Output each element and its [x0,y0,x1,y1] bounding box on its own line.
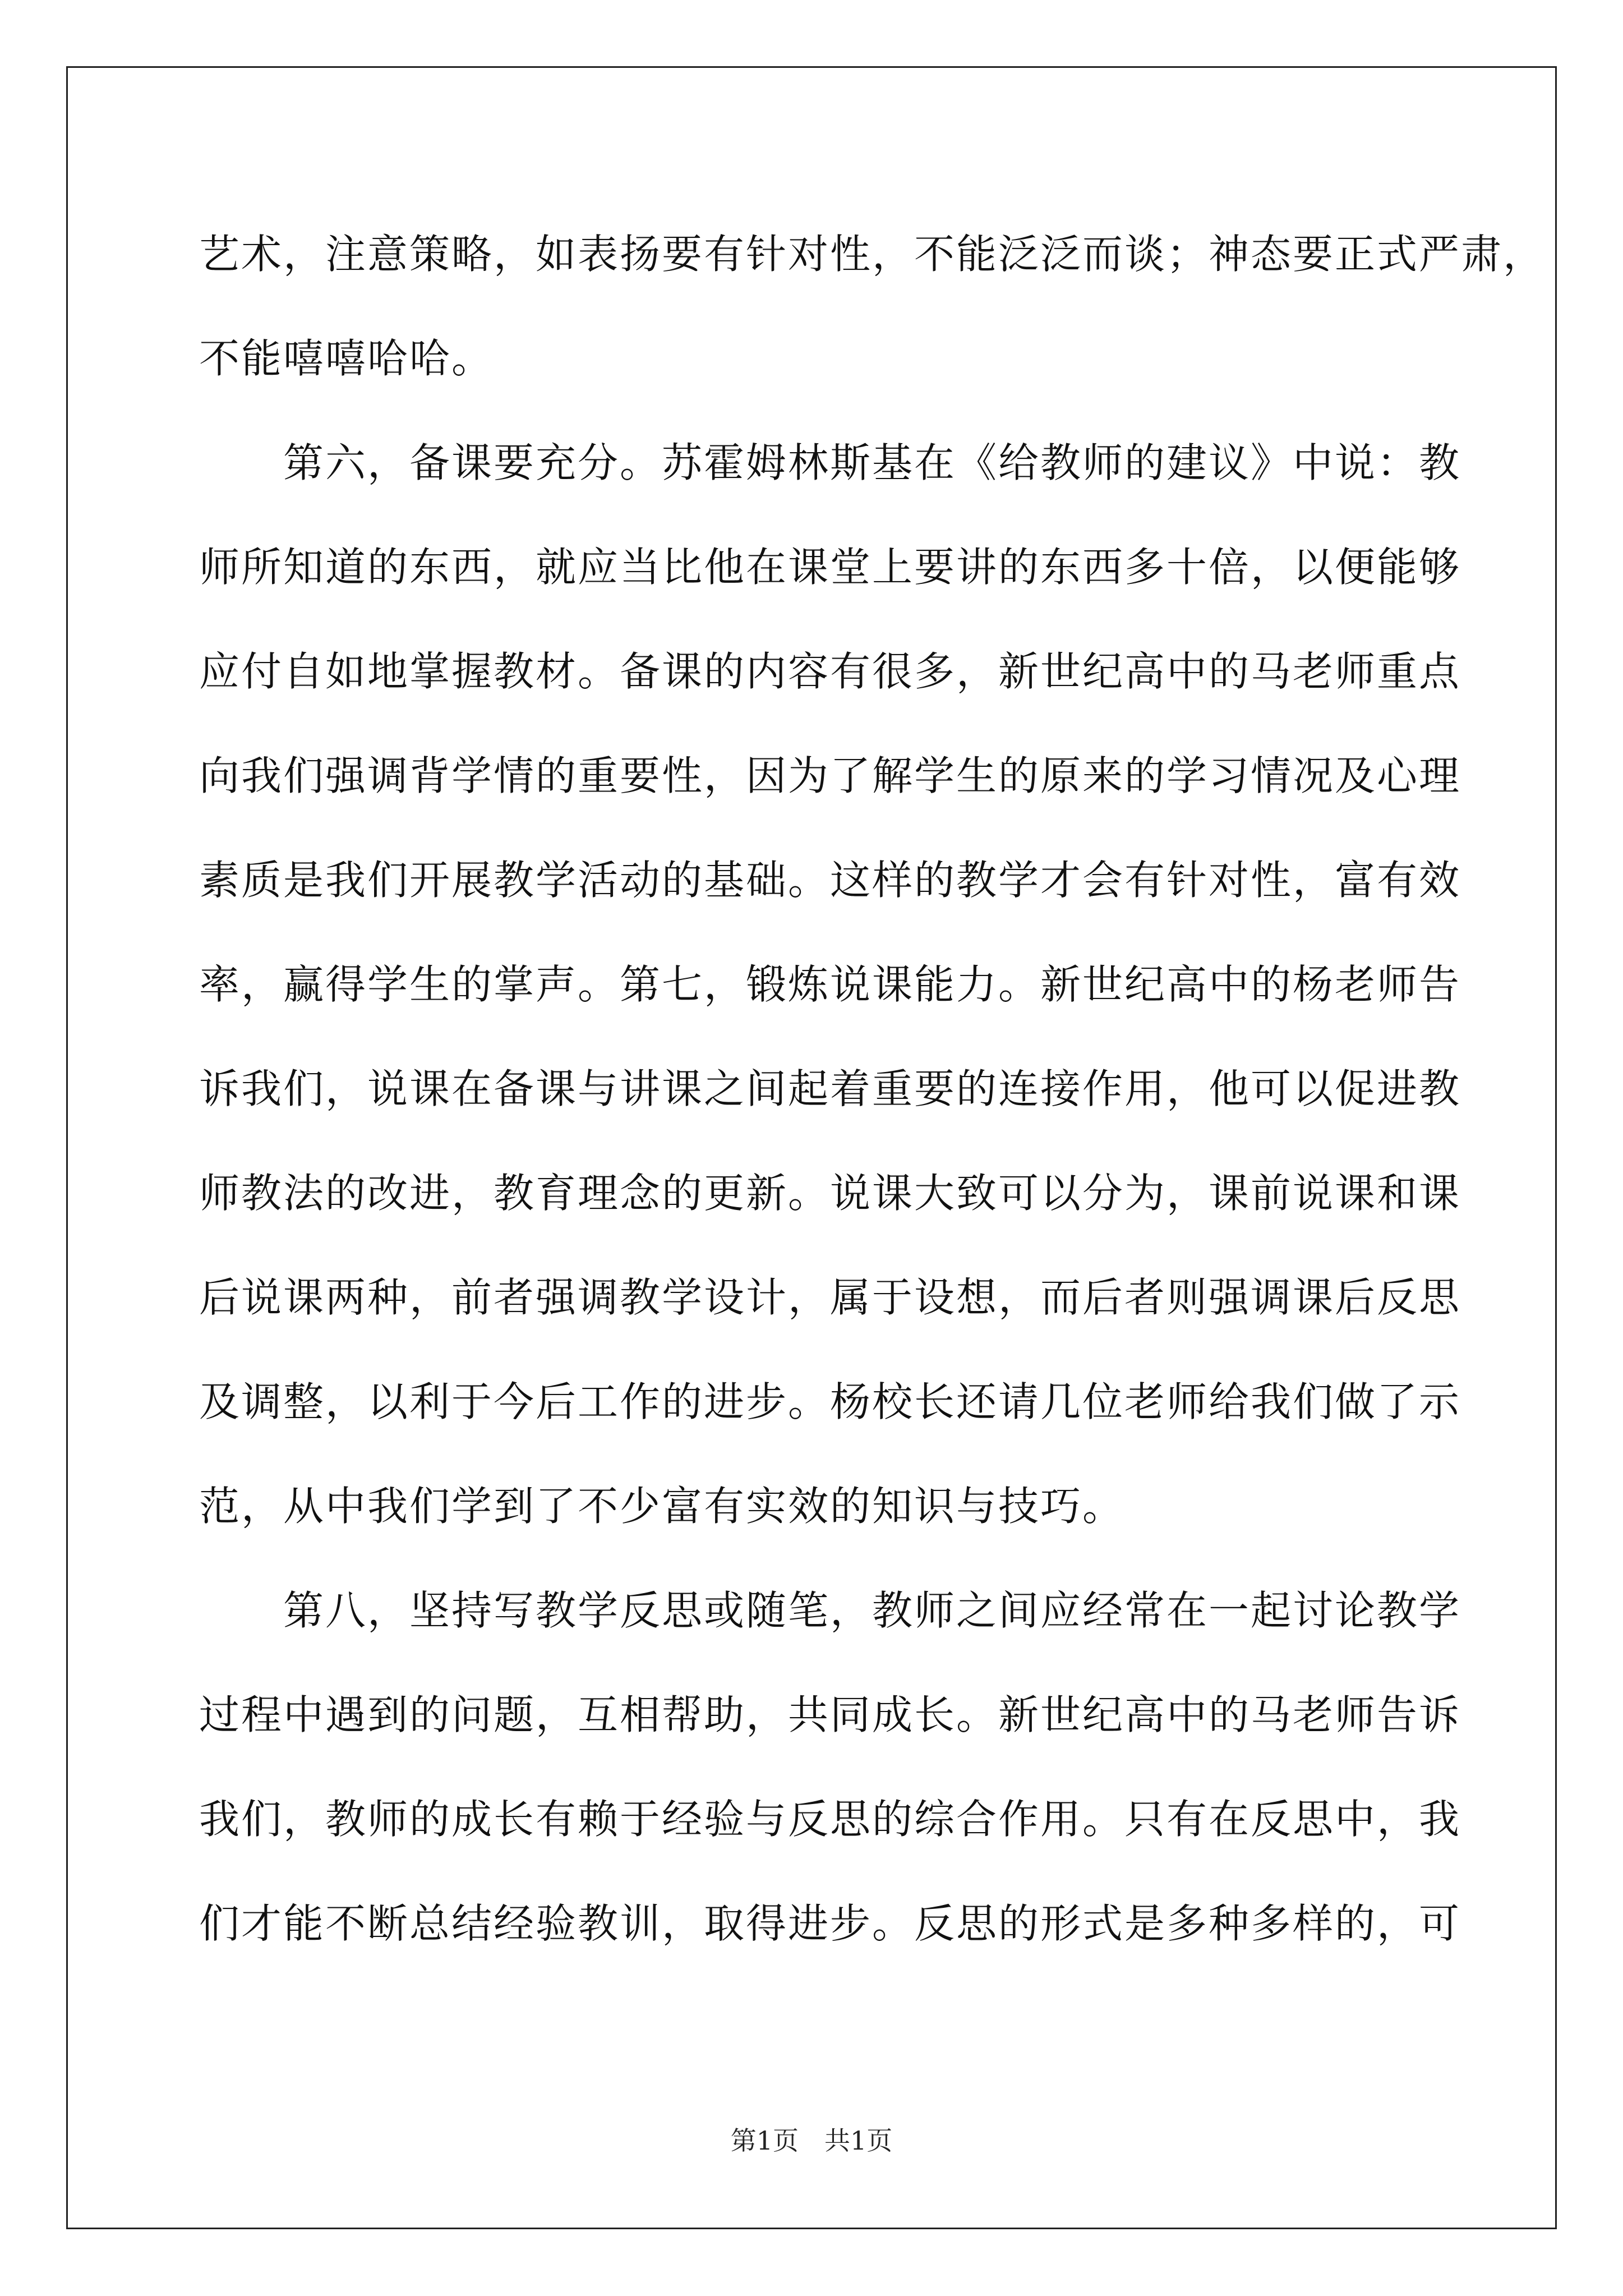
text-line: 艺术，注意策略，如表扬要有针对性，不能泛泛而谈；神态要正式严肃， [199,231,1546,278]
text-line: 诉我们，说课在备课与讲课之间起着重要的连接作用，他可以促进教 [199,1065,1461,1112]
text-line: 不能嘻嘻哈哈。 [199,335,494,382]
text-line: 及调整，以利于今后工作的进步。杨校长还请几位老师给我们做了示 [199,1378,1461,1425]
text-line: 过程中遇到的问题，互相帮助，共同成长。新世纪高中的马老师告诉 [199,1691,1461,1738]
paragraph-start-line: 第八，坚持写教学反思或随笔，教师之间应经常在一起讨论教学 [283,1587,1461,1634]
text-line: 率，赢得学生的掌声。第七，锻炼说课能力。新世纪高中的杨老师告 [199,961,1461,1008]
text-line: 我们，教师的成长有赖于经验与反思的综合作用。只有在反思中，我 [199,1796,1461,1843]
text-line: 应付自如地掌握教材。备课的内容有很多，新世纪高中的马老师重点 [199,648,1461,695]
text-line: 们才能不断总结经验教训，取得进步。反思的形式是多种多样的，可 [199,1900,1461,1947]
text-line: 师教法的改进，教育理念的更新。说课大致可以分为，课前说课和课 [199,1170,1461,1217]
document-body [199,202,1546,1976]
page-footer: 第1页 共1页 [730,2125,893,2156]
text-line: 后说课两种，前者强调教学设计，属于设想，而后者则强调课后反思 [199,1274,1461,1321]
text-line: 向我们强调背学情的重要性，因为了解学生的原来的学习情况及心理 [199,752,1461,799]
text-line: 素质是我们开展教学活动的基础。这样的教学才会有针对性，富有效 [199,857,1461,904]
paragraph-start-line: 第六，备课要充分。苏霍姆林斯基在《给教师的建议》中说：教 [283,439,1461,486]
text-line: 师所知道的东西，就应当比他在课堂上要讲的东西多十倍，以便能够 [199,544,1461,591]
text-line: 范，从中我们学到了不少富有实效的知识与技巧。 [199,1483,1125,1530]
